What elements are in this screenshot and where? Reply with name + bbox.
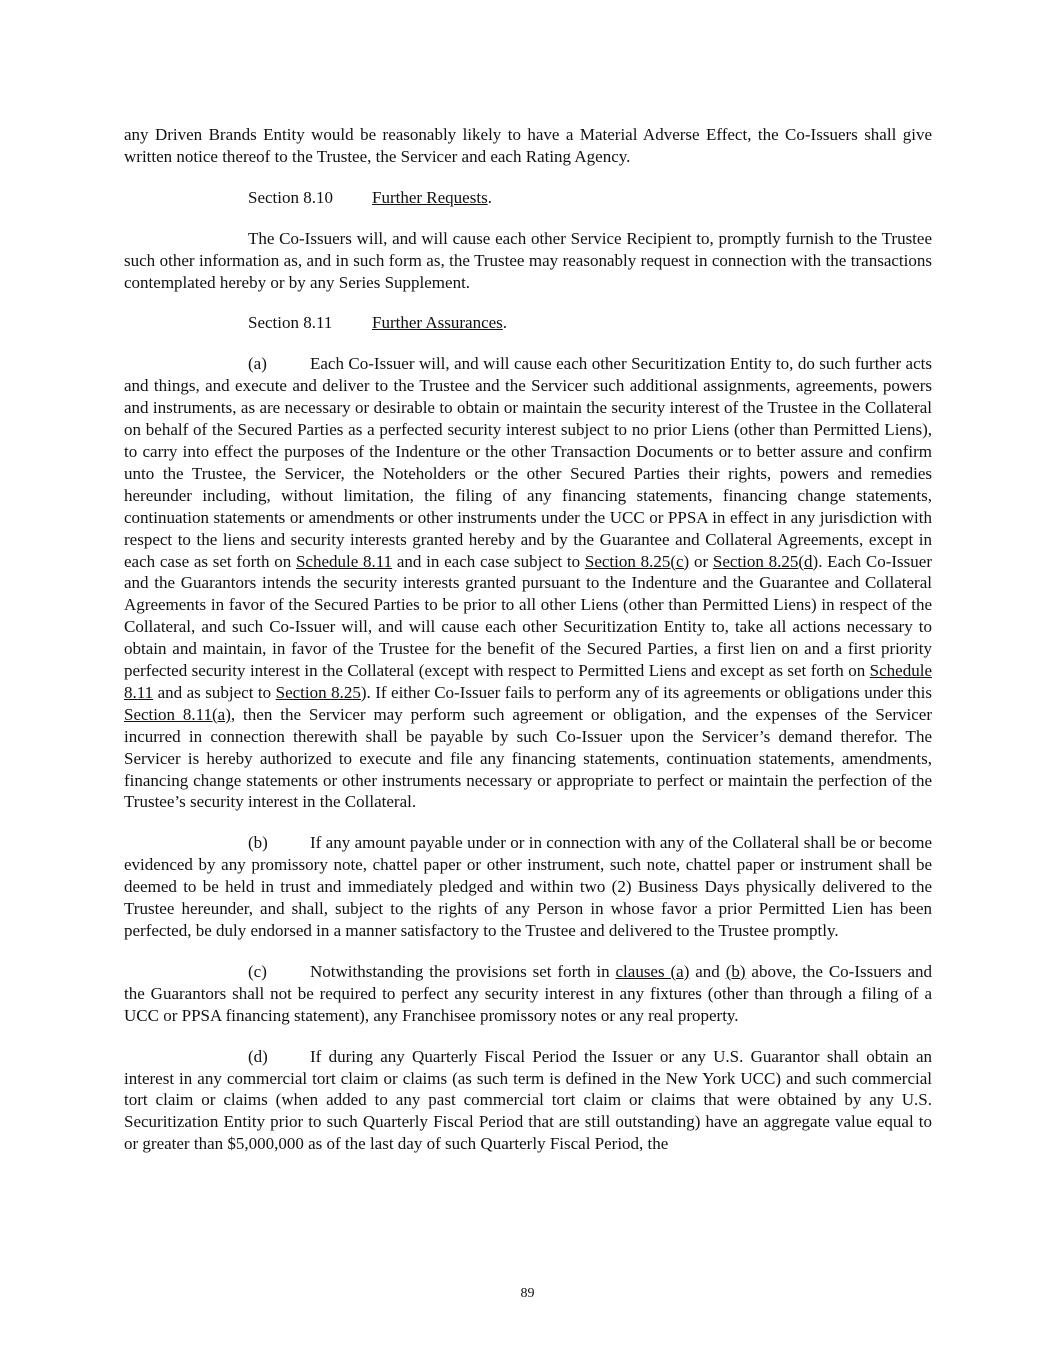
section-8-10-heading bbox=[248, 187, 932, 209]
clause-a-text: Each Co-Issuer will, and will cause each other Securitization Entity to, do such further acts and things, and execute and deliver to the Trustee and the Servicer such additional assignments, agreements, powers and instruments, as are necessary or desirable to obtain or maintain the security interest of the Trustee in the Collateral on behalf of the Secured Parties as a perfected security interest subject to no prior Liens (other than Permitted Liens), to carry into effect the purposes of the Indenture or the other Transaction Documents or to better assure and confirm unto the Trustee, the Servicer, the Noteholders or the other Secured Parties their rights, powers and remedies hereunder including, without limitation, the filing of any financing statements, financing change statements, continuation statements or amendments or other instruments under the UCC or PPSA in effect in any jurisdiction with respect to the liens and security interests granted hereby and by the Guarantee and Collateral Agreements, except in each case as set forth on bbox=[124, 354, 932, 571]
clause-d-text: If during any Quarterly Fiscal Period the Issuer or any U.S. Guarantor shall obtain an interest in any commercial tort claim or claims (as such term is defined in the New York UCC) and such commercial tort claim or claims (when added to any past commercial tort claim or claims that were obtained by any U.S. Securitization Entity prior to such Quarterly Fiscal Period that are still outstanding) have an aggregate value equal to or greater than $5,000,000 as of the last day of such Quarterly Fiscal Period, the bbox=[124, 1046, 932, 1154]
section-8-11-punct: . bbox=[502, 313, 508, 333]
clause-b-text: If any amount payable under or in connection with any of the Collateral shall be or become evidenced by any promissory note, chattel paper or other instrument, such note, chattel paper or instrument shall be deemed to be held in trust and immediately pledged and within two (2) Business Days physically delivered to the Trustee hereunder, and shall, subject to the rights of any Person in whose favor a prior Permitted Lien has been perfected, be duly endorsed in a manner satisfactory to the Trustee and delivered to the Trustee promptly. bbox=[124, 833, 932, 940]
section-8-11-heading bbox=[248, 312, 932, 334]
clause-a-text: ). If either Co-Issuer fails to perform any of its agreements or obligations under this bbox=[360, 682, 932, 702]
ref-clause-b: (b) bbox=[725, 961, 746, 981]
clause-a-text: , then the Servicer may perform such agreement or obligation, and the expenses of the Servicer incurred in connection therewith shall be payable by such Co-Issuer upon the Servicer’s demand therefor. The Servicer is hereby authorized to execute and file any financing statements, continuation statements, amendments, financing change statements or other instruments necessary or appropriate to perfect or maintain the perfection of the Trustee’s security interest in the Collateral. bbox=[124, 704, 932, 812]
ref-section-8-25d: Section 8.25(d) bbox=[712, 551, 819, 571]
intro-paragraph: any Driven Brands Entity would be reasonably likely to have a Material Adverse Effect, the Co-Issuers shall give written notice thereof to the Trustee, the Servicer and each Rating Agency. bbox=[124, 125, 932, 166]
ref-section-8-11a: Section 8.11(a) bbox=[124, 704, 231, 724]
clause-d-label: (d) bbox=[248, 1046, 268, 1066]
clause-c-text: and bbox=[689, 961, 726, 981]
clause-a-label: (a) bbox=[248, 354, 267, 374]
ref-section-8-25: Section 8.25 bbox=[275, 682, 361, 702]
section-8-10-number: Section 8.10 bbox=[248, 187, 333, 207]
clause-a-text: and in each case subject to bbox=[392, 551, 585, 571]
section-8-11-title: Further Assurances bbox=[372, 313, 503, 333]
ref-schedule-8-11-second: Schedule 8.11 bbox=[124, 661, 932, 702]
ref-clauses-a: clauses (a) bbox=[615, 961, 690, 981]
clause-d-paragraph bbox=[124, 1046, 932, 1156]
document-page bbox=[124, 124, 932, 1174]
section-8-10-title: Further Requests bbox=[372, 187, 488, 207]
clause-b-label: (b) bbox=[248, 833, 268, 853]
section-8-11-number: Section 8.11 bbox=[248, 313, 333, 333]
clause-a-paragraph bbox=[124, 353, 932, 813]
ref-section-8-25c: Section 8.25(c) bbox=[584, 551, 690, 571]
section-8-10-punct: . bbox=[487, 187, 492, 207]
clause-c-text: Notwithstanding the provisions set forth in bbox=[310, 961, 616, 981]
clause-a-text: or bbox=[689, 551, 713, 571]
clause-a-text: and as subject to bbox=[153, 682, 276, 702]
clause-c-paragraph bbox=[124, 961, 932, 1027]
section-8-10-paragraph bbox=[124, 228, 932, 294]
page-number: 89 bbox=[520, 1286, 535, 1301]
section-8-10-text: The Co-Issuers will, and will cause each other Service Recipient to, promptly furnish to the Trustee such other information as, and in such form as, the Trustee may reasonably request in connection with the transactions contemplated hereby or by any Series Supplement. bbox=[124, 228, 932, 292]
ref-schedule-8-11: Schedule 8.11 bbox=[295, 551, 393, 571]
clause-a-text: . Each Co-Issuer and the Guarantors intends the security interests granted pursuant to the Indenture and the Guarantee and Collateral Agreements in favor of the Secured Parties to be prior to all other Liens (other than Permitted Liens) in respect of the Collateral, and such Co-Issuer will, and will cause each other Securitization Entity to, take all actions necessary to obtain and maintain, in favor of the Trustee for the benefit of the Secured Parties, a first lien on and a first priority perfected security interest in the Collateral (except with respect to Permitted Liens and except as set forth on bbox=[124, 551, 932, 681]
clause-c-label: (c) bbox=[248, 961, 267, 981]
clause-b-paragraph bbox=[124, 832, 932, 942]
clause-c-text: above, the Co-Issuers and the Guarantors shall not be required to perfect any security interest in any fixtures (other than through a filing of a UCC or PPSA financing statement), any Franchisee promissory notes or any real property. bbox=[124, 961, 932, 1025]
